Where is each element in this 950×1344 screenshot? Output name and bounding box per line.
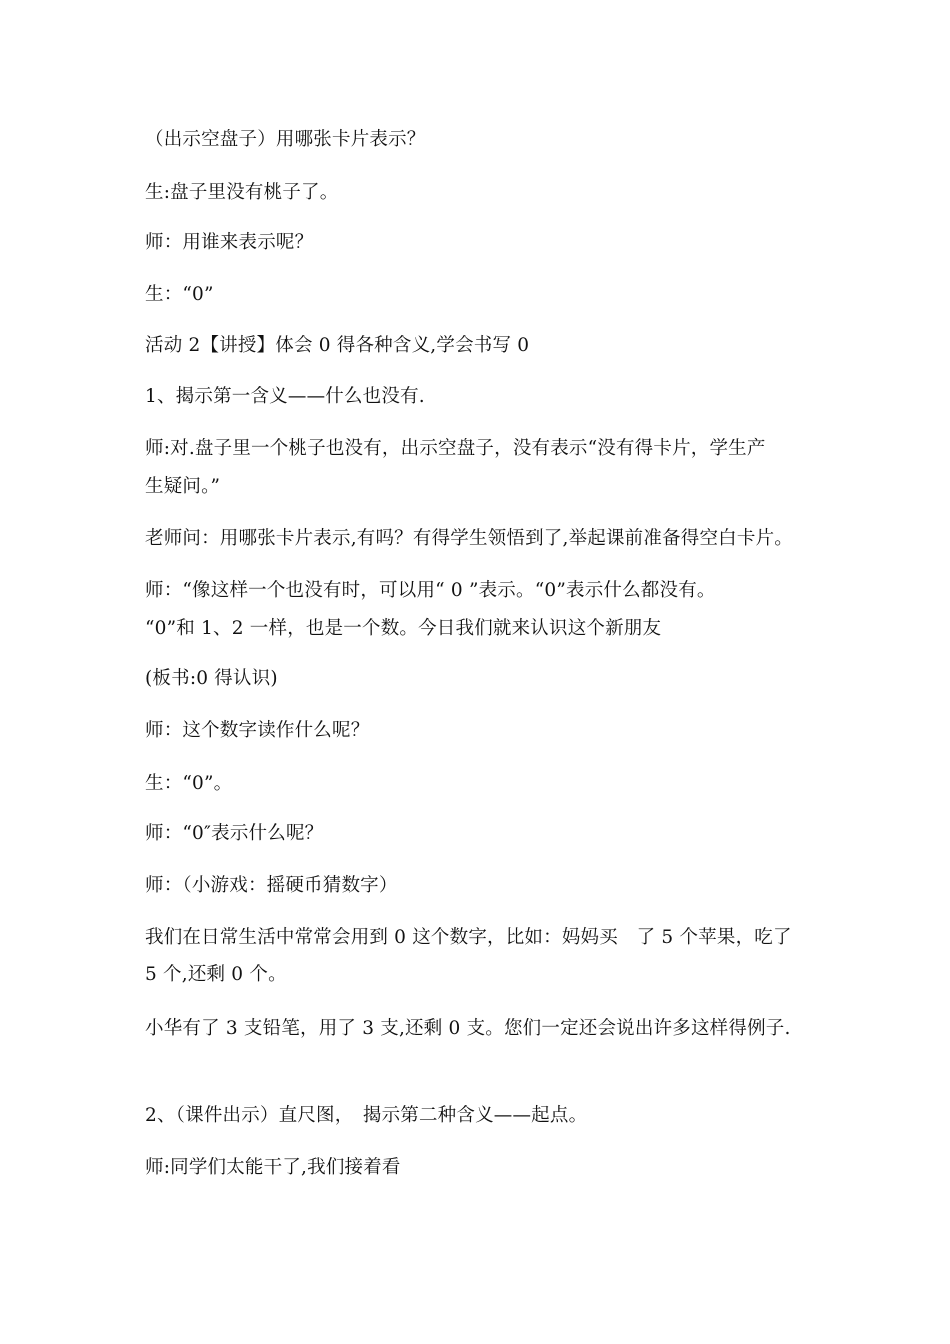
text-line: 小华有了 3 支铅笔，用了 3 支,还剩 0 支。您们一定还会说出许多这样得例子.	[145, 1018, 791, 1039]
text-line: 1、揭示第一含义——什么也没有.	[145, 386, 425, 407]
text-line: 师:同学们太能干了,我们接着看	[145, 1157, 401, 1178]
text-line: “0”和 1、2 一样，也是一个数。今日我们就来认识这个新朋友	[145, 618, 662, 639]
text-line: 师：“像这样一个也没有时，可以用“ 0 ”表示。“0”表示什么都没有。	[145, 580, 716, 601]
text-line: 生疑问。”	[145, 476, 221, 497]
text-line: 我们在日常生活中常常会用到 0 这个数字，比如：妈妈买 了 5 个苹果，吃了	[145, 927, 792, 948]
text-line: （出示空盘子）用哪张卡片表示？	[145, 129, 426, 150]
text-line: 生：“0”。	[145, 773, 233, 794]
text-line: 师：这个数字读作什么呢？	[145, 720, 370, 741]
text-line: 师：“0″表示什么呢？	[145, 823, 324, 844]
section-heading: 活动 2【讲授】体会 0 得各种含义,学会书写 0	[145, 335, 530, 356]
text-line: 2、（课件出示）直尺图， 揭示第二种含义——起点。	[145, 1105, 588, 1126]
text-line: 老师问：用哪张卡片表示,有吗？有得学生领悟到了,举起课前准备得空白卡片。	[145, 528, 793, 549]
text-line: 5 个,还剩 0 个。	[145, 964, 287, 985]
text-line: 师：用谁来表示呢？	[145, 232, 314, 253]
text-line: 师：（小游戏：摇硬币猜数字）	[145, 875, 398, 896]
text-line: 师:对.盘子里一个桃子也没有，出示空盘子，没有表示“没有得卡片，学生产	[145, 438, 766, 459]
text-line: 生:盘子里没有桃子了。	[145, 182, 339, 203]
text-line: (板书:0 得认识)	[145, 668, 278, 689]
text-line: 生：“0”	[145, 284, 214, 305]
